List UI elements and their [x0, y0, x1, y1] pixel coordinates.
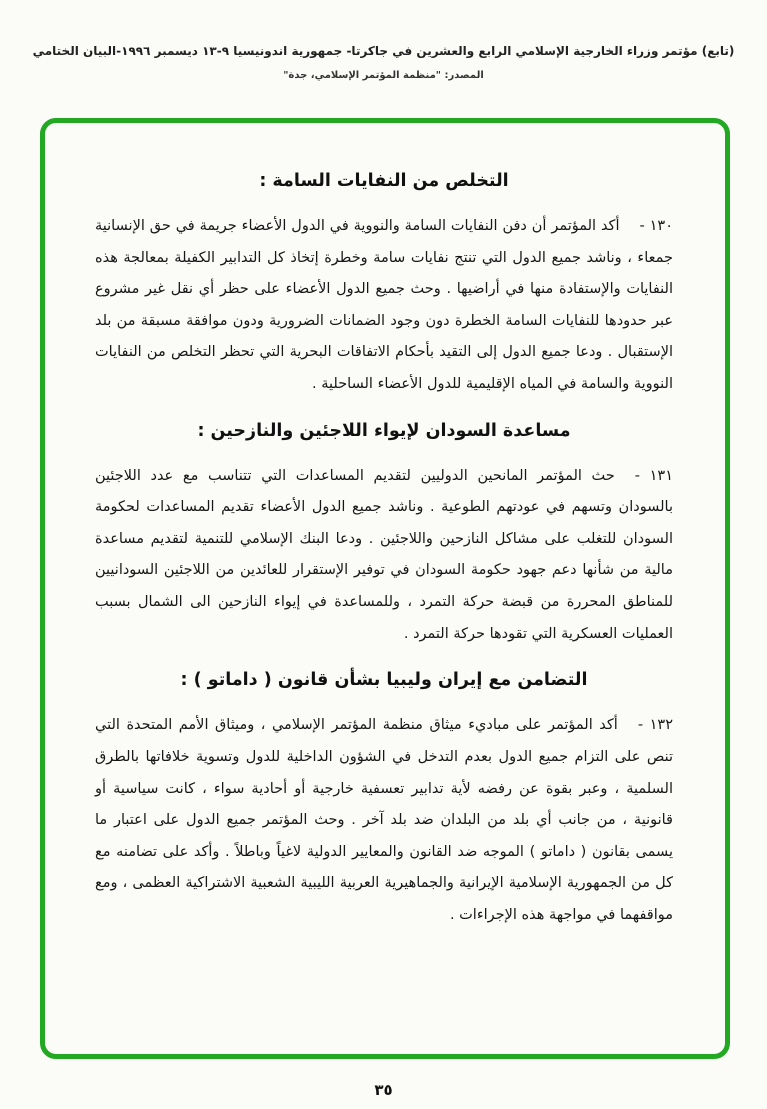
paragraph-text: حث المؤتمر المانحين الدوليين لتقديم المساعدات التي تتناسب مع عدد اللاجئين بالسودان وتسهم في عودتهم الطوعية . وناشد جميع الدول الأعضاء تقديم المساعدات لحكومة السودان للتغلب على مشاكل النازحين واللاجئين . ودعا البنك الإسلامي للتنمية لتقديم مساعدة مالية من شأنها دعم جهود حكومة السودان في توفير الإستقرار للعائدين من اللاجئين السودانيين للمناطق المحررة من قبضة حركة التمرد ، وللمساعدة في إيواء النازحين الى الشمال بسبب العمليات العسكرية التي تقودها حركة التمرد .: [95, 467, 673, 642]
paragraph-number: ١٣٠ -: [639, 218, 673, 234]
paragraph-number: ١٣٢ -: [637, 717, 673, 734]
header-title: (تابع) مؤتمر وزراء الخارجية الإسلامي الرابع والعشرين في جاكرتا- جمهورية اندونيسيا ٩-١٣ ديسمبر ١٩٩٦-البيان الختامي: [32, 44, 735, 58]
section-paragraph: [95, 461, 673, 651]
section-heading-toxic-waste: التخلص من النفايات السامة :: [259, 171, 509, 191]
section-toxic-waste: [95, 171, 673, 401]
section-paragraph: [95, 710, 673, 931]
content-frame: [40, 118, 730, 1059]
paragraph-text: أكد المؤتمر أن دفن النفايات السامة والنووية في الدول الأعضاء جريمة في حق الإنسانية جمعاء ، وناشد جميع الدول التي تنتج نفايات سامة وخطرة إتخاذ كل التدابير الكفيلة بمعالجة هذه النفايات والإستفادة منها في أراضيها . وحث جميع الدول الأعضاء على حظر أي نقل غير مشروع عبر حدودها للنفايات السامة الخطرة دون وجود الضمانات الضرورية ودون موافقة مسبقة من بلد الإستقبال . ودعا جميع الدول إلى التقيد بأحكام الاتفاقات البحرية التي تحظر التخلص من النفايات النووية والسامة في المياه الإقليمية للدول الأعضاء الساحلية .: [95, 218, 673, 393]
paragraph-text: أكد المؤتمر على مباديء ميثاق منظمة المؤتمر الإسلامي ، وميثاق الأمم المتحدة التي تنص على التزام جميع الدول بعدم التدخل في الشؤون الداخلية للدول وتسوية خلافاتها بالطرق السلمية ، وعبر بقوة عن رفضه لأية تدابير تعسفية خارجية أو أحادية سواء ، كانت سياسية أو قانونية ، من جانب أي بلد من البلدان ضد بلد آخر . وحث المؤتمر جميع الدول على اعتبار ما يسمى بقانون ( داماتو ) الموجه ضد القانون والمعايير الدولية لاغياً وباطلاً . وأكد على تضامنه مع كل من الجمهورية الإسلامية الإيرانية والجماهيرية العربية الليبية الشعبية الاشتراكية العظمى ، ومع مواقفهما في مواجهة هذه الإجراءات .: [95, 717, 673, 923]
section-heading-iran-libya: التضامن مع إيران وليبيا بشأن قانون ( داماتو ) :: [180, 670, 588, 691]
header-source: المصدر: "منظمة المؤتمر الإسلامي، جدة": [283, 70, 484, 81]
page-number: ٣٥: [374, 1081, 393, 1099]
section-heading-sudan-refugees: مساعدة السودان لإيواء اللاجئين والنازحين :: [197, 420, 571, 441]
document-header: [0, 0, 767, 81]
section-paragraph: [95, 211, 673, 401]
section-sudan-refugees: [95, 421, 673, 651]
section-iran-libya-solidarity: [95, 670, 673, 931]
paragraph-number: ١٣١ -: [634, 467, 673, 484]
